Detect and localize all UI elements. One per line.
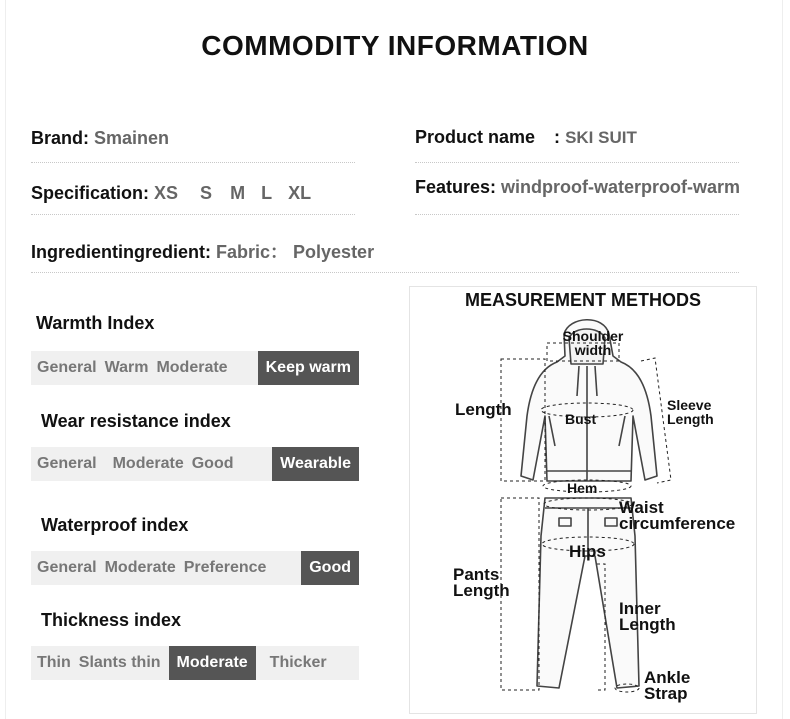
scale-level-selected: Moderate bbox=[169, 646, 256, 680]
brand-value: Smainen bbox=[94, 128, 170, 148]
scale-level-selected: Good bbox=[301, 551, 359, 585]
ingredient-value: Fabric： Polyester bbox=[216, 242, 375, 262]
scale-level: Preference bbox=[183, 559, 267, 576]
waist-circumference-label: Waist circumference bbox=[619, 498, 736, 533]
spec-size: XL bbox=[288, 183, 312, 203]
spec-size: XS bbox=[154, 183, 179, 203]
wear-resistance-index-scale bbox=[31, 447, 359, 481]
brand-label: Brand: bbox=[31, 128, 94, 148]
ankle-strap-label: Ankle Strap bbox=[644, 668, 691, 703]
product-label: Product name bbox=[415, 127, 536, 147]
scale-level: Moderate bbox=[156, 359, 228, 376]
spec-size: M bbox=[230, 183, 246, 203]
measurement-title: MEASUREMENT METHODS bbox=[464, 290, 701, 310]
ingredient-row bbox=[31, 238, 374, 264]
product-row bbox=[415, 127, 637, 148]
ingredient-label: Ingredientingredient: bbox=[31, 242, 217, 262]
warmth-index-title: Warmth Index bbox=[36, 313, 155, 333]
features-row bbox=[415, 177, 740, 198]
hem-label: Hem bbox=[567, 480, 598, 496]
product-value: SKI SUIT bbox=[565, 128, 637, 147]
thickness-index-title: Thickness index bbox=[41, 610, 182, 630]
length-label: Length bbox=[455, 400, 512, 419]
page-title: COMMODITY INFORMATION bbox=[201, 30, 589, 61]
divider bbox=[31, 162, 355, 163]
scale-level: Moderate bbox=[104, 559, 176, 576]
scale-level: General bbox=[37, 455, 97, 472]
scale-level: Good bbox=[191, 455, 234, 472]
waterproof-index-title: Waterproof index bbox=[41, 515, 189, 535]
scale-level-selected: Wearable bbox=[272, 447, 359, 481]
shoulder-width-label: Shoulder width bbox=[562, 328, 624, 358]
spec-size: L bbox=[261, 183, 273, 203]
scale-level: General bbox=[37, 359, 97, 376]
brand-row bbox=[31, 128, 169, 149]
features-label: Features: bbox=[415, 177, 502, 197]
scale-level: Thicker bbox=[269, 654, 327, 671]
pants-length-label: Pants Length bbox=[453, 565, 510, 600]
spec-label: Specification: bbox=[31, 183, 155, 203]
scale-level: Warm bbox=[104, 359, 149, 376]
hips-label: Hips bbox=[569, 542, 606, 561]
scale-level: Thin bbox=[37, 654, 71, 671]
wear-resistance-index-title: Wear resistance index bbox=[41, 411, 231, 431]
divider bbox=[31, 272, 739, 273]
sleeve-length-label: Sleeve Length bbox=[667, 397, 714, 427]
divider bbox=[415, 214, 739, 215]
divider bbox=[31, 214, 355, 215]
scale-level: Moderate bbox=[112, 455, 184, 472]
waterproof-index-scale bbox=[31, 551, 359, 585]
spec-row bbox=[31, 183, 311, 204]
divider bbox=[415, 162, 739, 163]
features-value: windproof-waterproof-warm bbox=[501, 177, 741, 197]
thickness-index-scale bbox=[31, 646, 359, 680]
warmth-index-scale bbox=[31, 351, 359, 385]
scale-level: Slants thin bbox=[78, 654, 161, 671]
scale-level-selected: Keep warm bbox=[258, 351, 359, 385]
scale-level: General bbox=[37, 559, 97, 576]
bust-label: Bust bbox=[565, 411, 597, 427]
inner-length-label: Inner Length bbox=[619, 599, 676, 634]
spec-size: S bbox=[200, 183, 213, 203]
product-sep: : bbox=[554, 127, 561, 147]
